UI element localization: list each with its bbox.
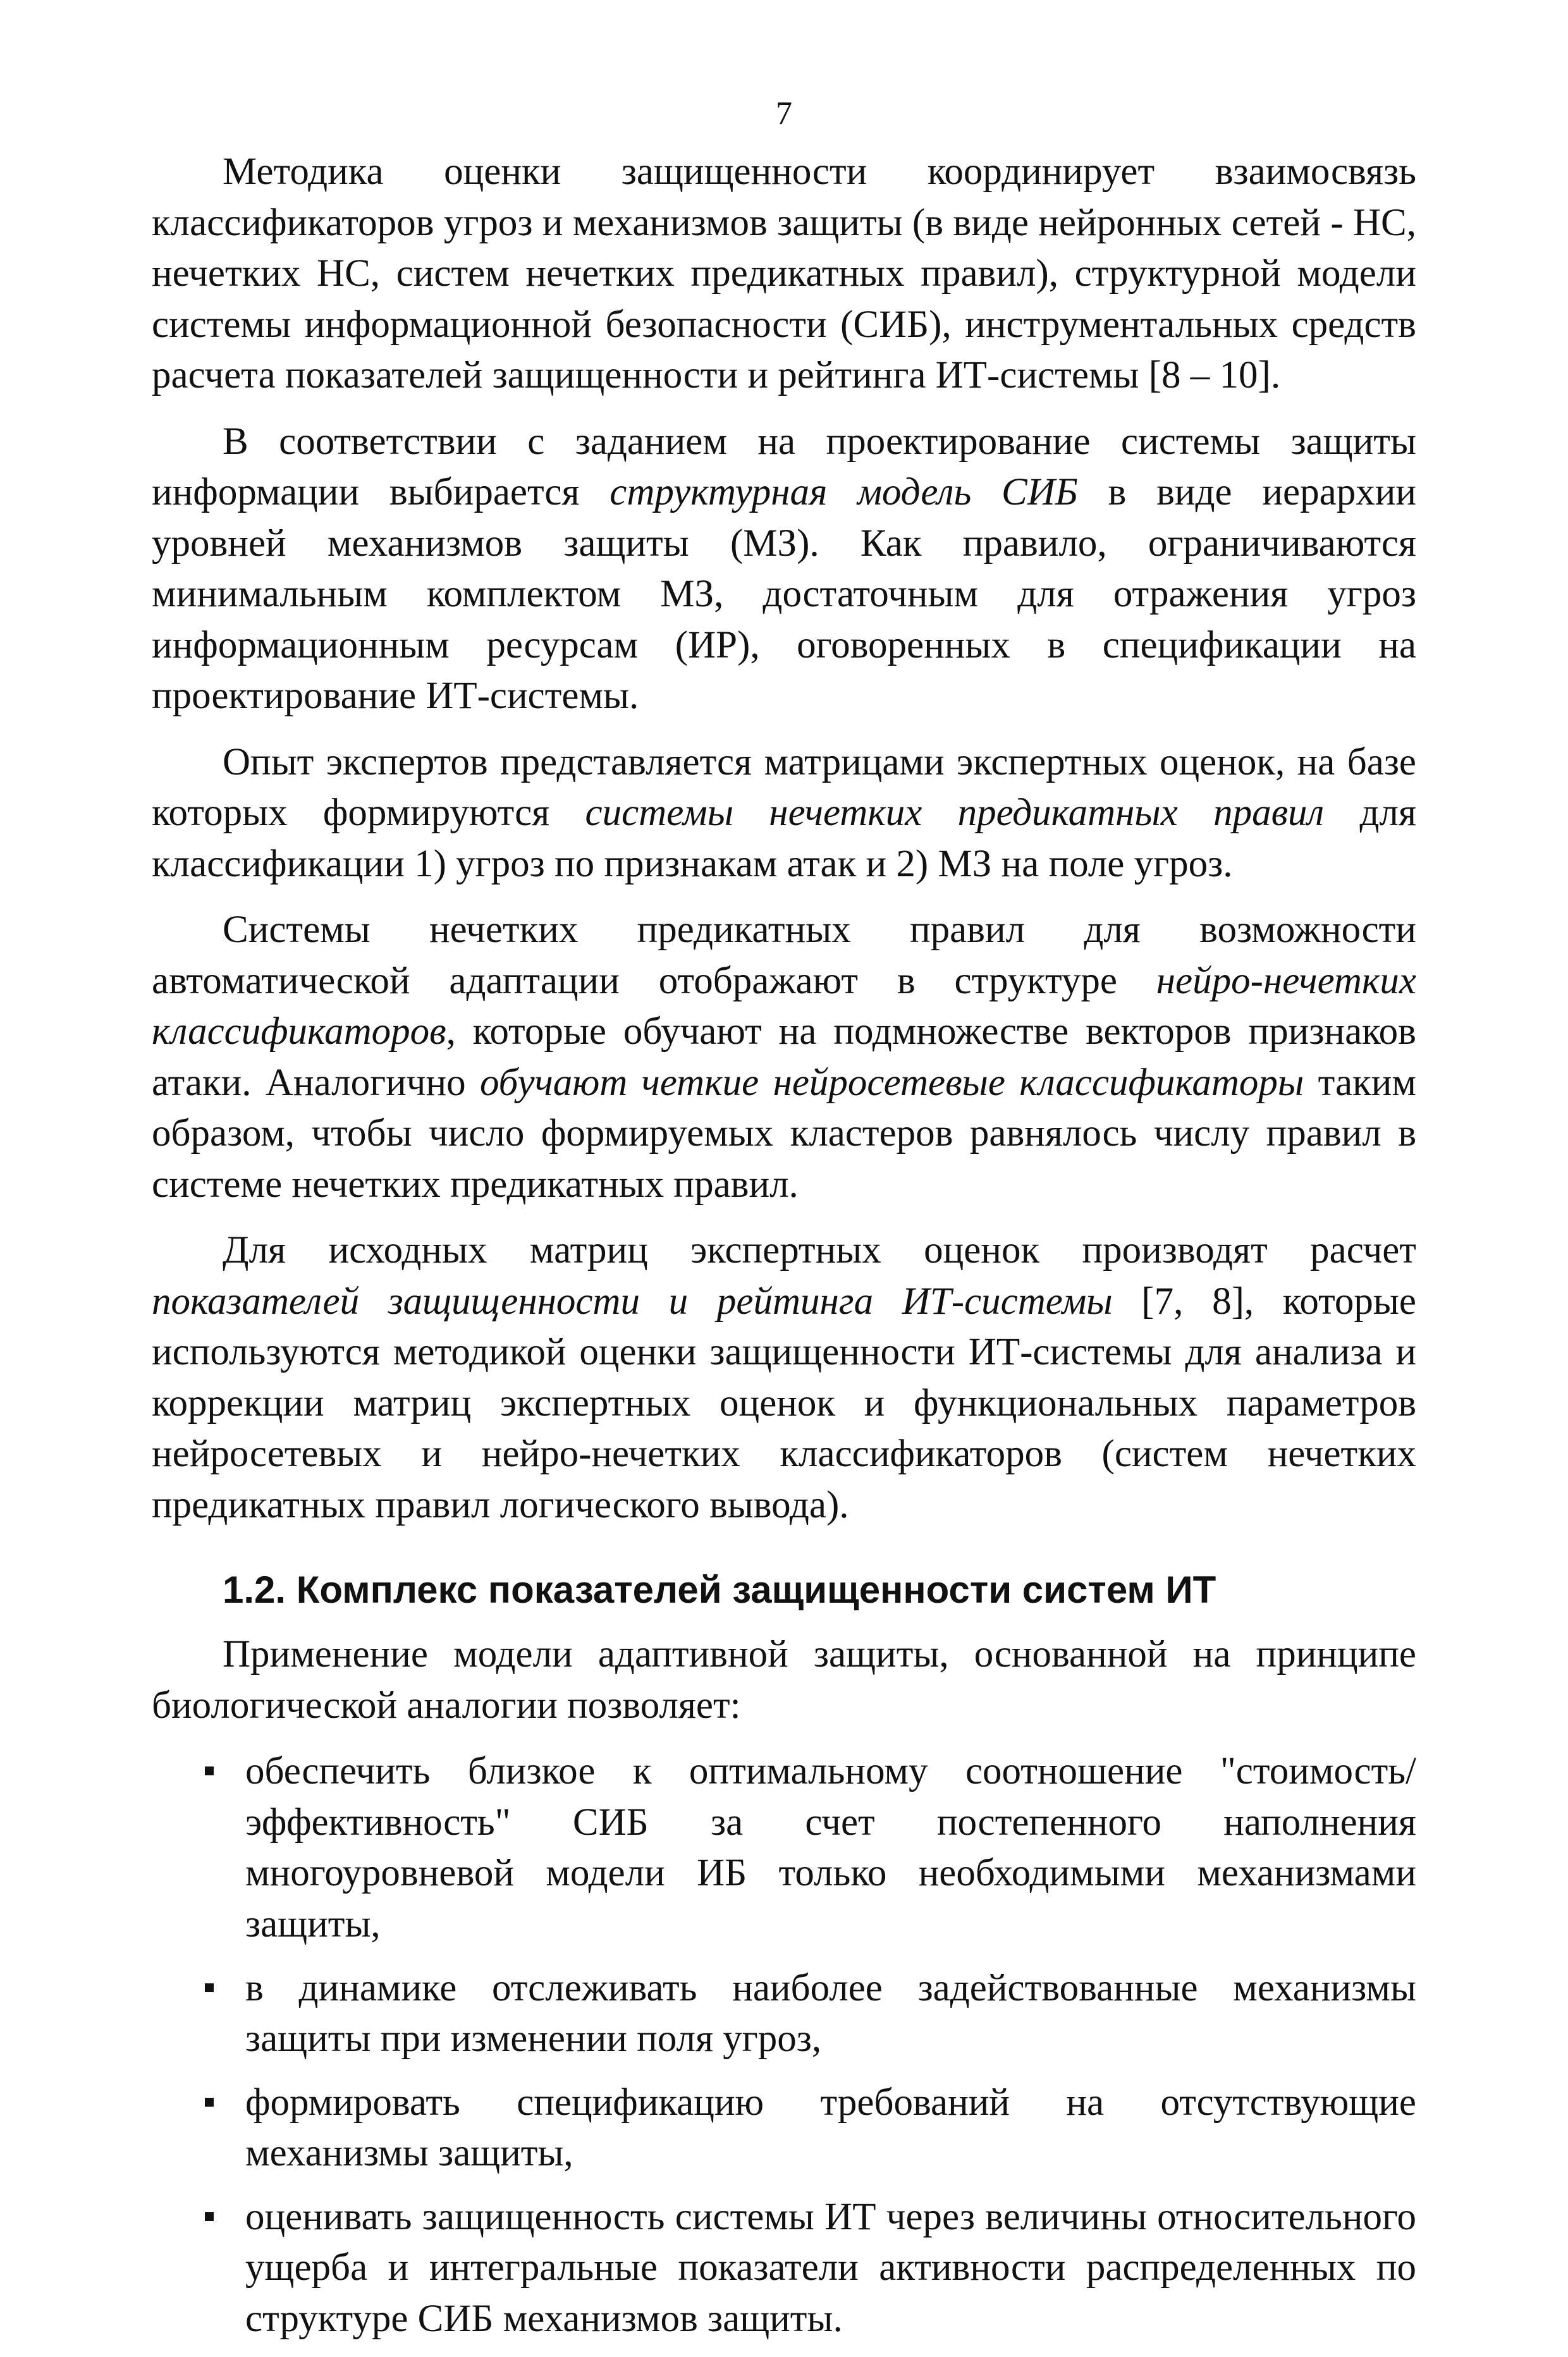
- paragraph-4-text-a: Системы нечетких предикатных правил для возможности автоматической адаптации отображают в структуре: [152, 909, 1416, 1002]
- page-number: 7: [776, 95, 792, 132]
- paragraph-3-text-a: Опыт экспертов представляется матрицами экспертных оценок, на базе которых формируются: [152, 740, 1416, 835]
- paragraph-4-emphasis-a: нейро-нечетких классификаторов: [152, 959, 1416, 1053]
- paragraph-5: [152, 1225, 1416, 1531]
- bullet-item-2-text: в динамике отслеживать наиболее задействованные механизмы защиты при изменении поля угроз,: [245, 1966, 1416, 2060]
- page-content: [152, 147, 1416, 2357]
- square-bullet-icon: [205, 2098, 214, 2107]
- paragraph-3-text-b: для классификации 1) угроз по признакам атак и 2) МЗ на поле угроз.: [152, 792, 1416, 885]
- paragraph-4-emphasis-b: обучают четкие нейросетевые классификаторы: [479, 1061, 1304, 1104]
- square-bullet-icon: [205, 1983, 214, 1992]
- paragraph-2: [152, 417, 1416, 722]
- paragraph-1-text: Методика оценки защищенности координирует взаимосвязь классификаторов угроз и механизмов защиты (в виде нейронных сетей - НС, нечетких НС, систем нечетких предикатных правил), структурной модели системы информационной безопасности (СИБ), инструментальных средств расчета показателей защищенности и рейтинга ИТ-системы [8 – 10].: [152, 150, 1416, 397]
- paragraph-2-text-b: в виде иерархии уровней механизмов защиты (МЗ). Как правило, ограничиваются минимальным комплектом МЗ, достаточным для отражения угроз информационным ресурсам (ИР), оговоренных в спецификации на проектирование ИТ-системы.: [152, 471, 1416, 718]
- section-intro-text: Применение модели адаптивной защиты, основанной на принципе биологической аналогии позволяет:: [152, 1633, 1416, 1727]
- paragraph-3: [152, 737, 1416, 890]
- bullet-item-3: [152, 2078, 1416, 2179]
- paragraph-5-text-b: [7, 8], которые используются методикой оценки защищенности ИТ-системы для анализа и коррекции матриц экспертных оценок и функциональных параметров нейросетевых и нейро-нечетких классификаторов (систем нечетких предикатных правил логического вывода).: [152, 1280, 1416, 1526]
- section-intro: [152, 1629, 1416, 1731]
- bullet-item-1-text: обеспечить близкое к оптимальному соотношение "стоимость/ эффективность" СИБ за счет постепенного наполнения многоуровневой модели ИБ только необходимыми механизмами защиты,: [245, 1750, 1416, 1945]
- paragraph-5-emphasis: показателей защищенности и рейтинга ИТ-системы: [152, 1280, 1113, 1323]
- bullet-item-4-text: оценивать защищенность системы ИТ через величины относительного ущерба и интегральные показатели активности распределенных по структуре СИБ механизмов защиты.: [245, 2195, 1416, 2340]
- paragraph-2-text-a: В соответствии с заданием на проектирование системы защиты информации выбирается: [152, 420, 1416, 514]
- square-bullet-icon: [205, 2212, 214, 2221]
- paragraph-3-emphasis: системы нечетких предикатных правил: [585, 792, 1325, 835]
- bullet-item-3-text: формировать спецификацию требований на отсутствующие механизмы защиты,: [245, 2081, 1416, 2175]
- bullet-item-1: [152, 1746, 1416, 1950]
- paragraph-1: [152, 147, 1416, 401]
- paragraph-5-text-a: Для исходных матриц экспертных оценок производят расчет: [223, 1229, 1416, 1272]
- paragraph-4: [152, 905, 1416, 1210]
- paragraph-4-text-b: , которые обучают на подмножестве векторов признаков атаки. Аналогично: [152, 1010, 1416, 1104]
- bullet-list: [152, 1746, 1416, 2344]
- paragraph-2-emphasis: структурная модель СИБ: [609, 471, 1078, 514]
- square-bullet-icon: [205, 1766, 214, 1775]
- section-heading: 1.2. Комплекс показателей защищенности систем ИТ: [223, 1569, 1216, 1612]
- paragraph-4-text-c: таким образом, чтобы число формируемых кластеров равнялось числу правил в системе нечетких предикатных правил.: [152, 1061, 1416, 1206]
- bullet-item-2: [152, 1963, 1416, 2065]
- bullet-item-4: [152, 2192, 1416, 2345]
